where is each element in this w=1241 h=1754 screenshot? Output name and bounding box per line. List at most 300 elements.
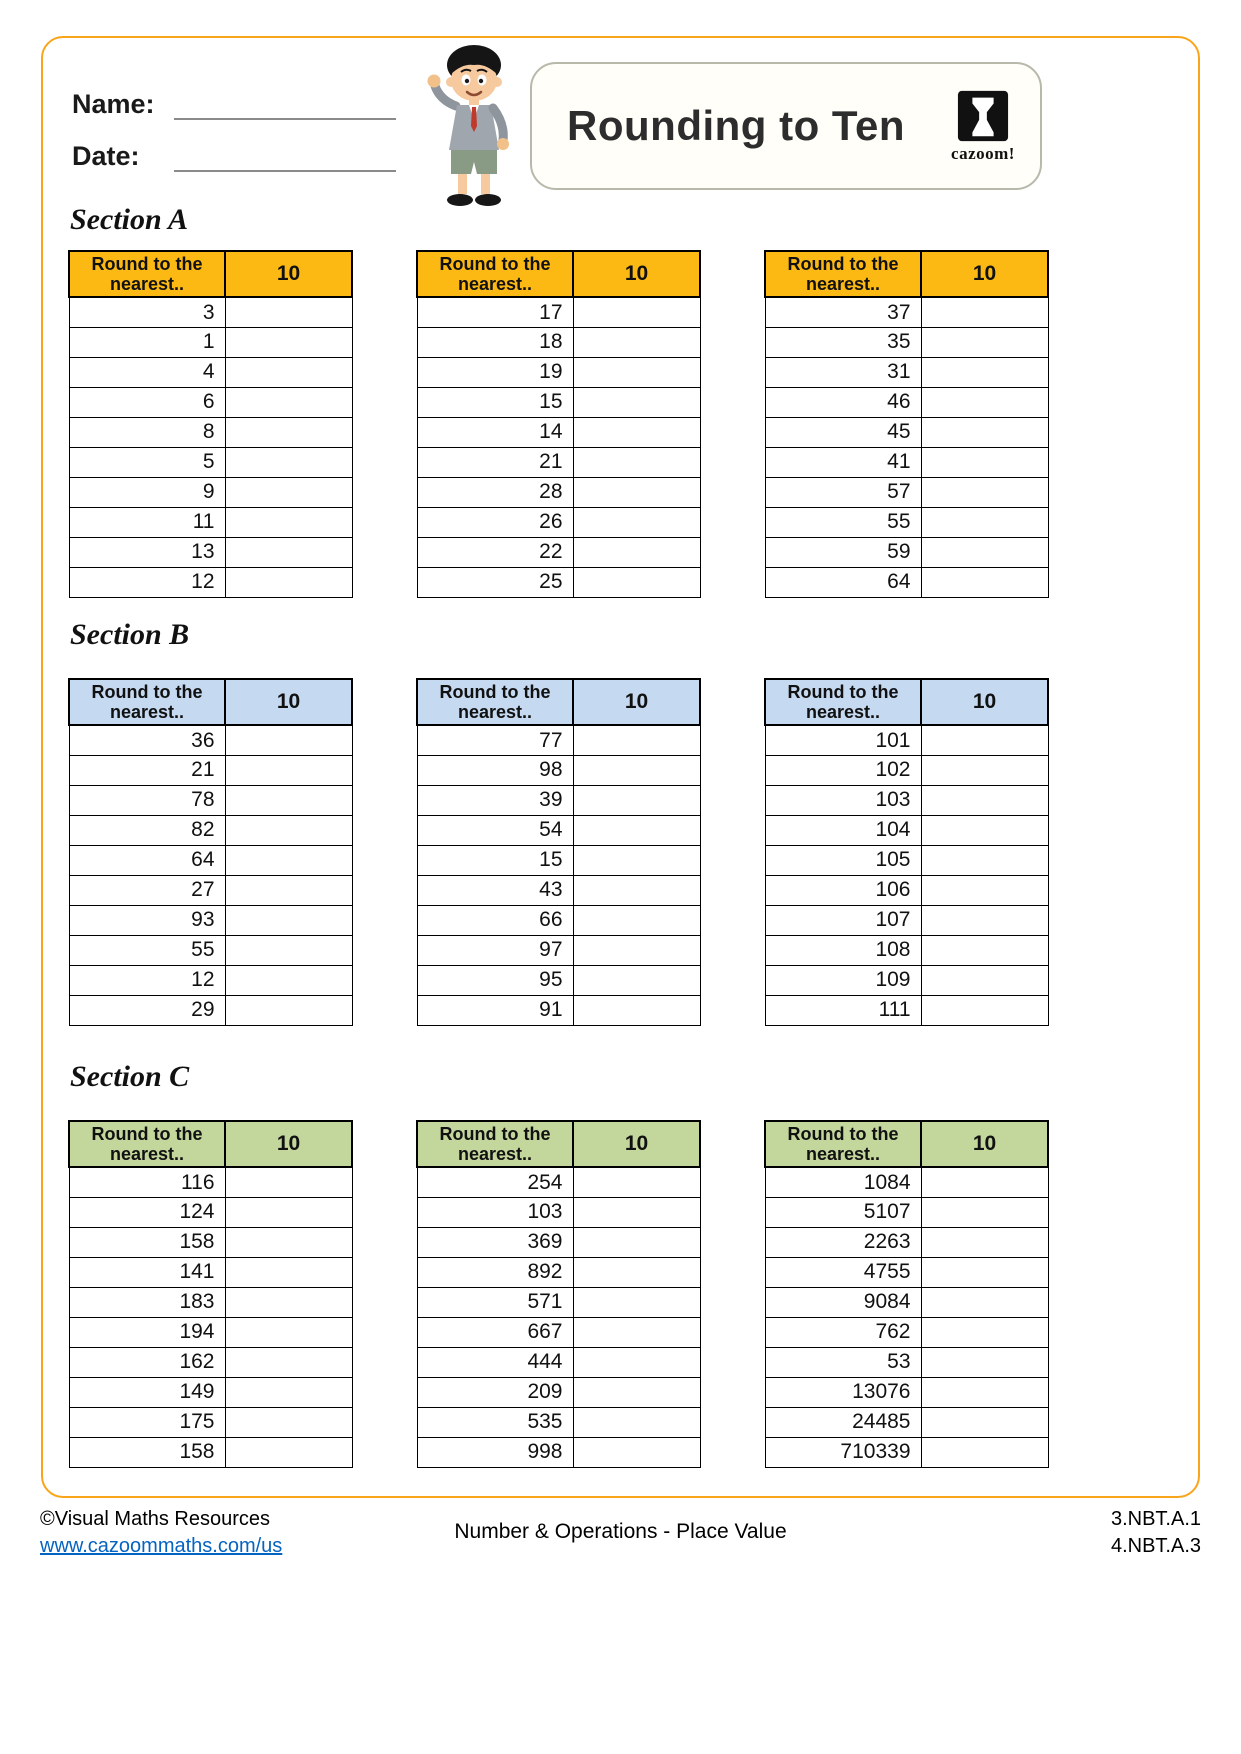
number-cell: 108 <box>765 935 921 965</box>
rounding-table <box>416 678 701 1026</box>
number-cell: 158 <box>69 1227 225 1257</box>
table-row <box>69 1437 352 1467</box>
rounding-table <box>68 1120 353 1468</box>
number-cell: 15 <box>417 845 573 875</box>
number-cell: 444 <box>417 1347 573 1377</box>
answer-cell <box>225 297 352 327</box>
answer-cell <box>921 965 1048 995</box>
answer-cell <box>573 1197 700 1227</box>
answer-cell <box>573 1287 700 1317</box>
table-row <box>69 537 352 567</box>
table-row <box>417 417 700 447</box>
number-cell: 55 <box>69 935 225 965</box>
table-row <box>417 755 700 785</box>
standard-code-2: 4.NBT.A.3 <box>1110 1535 1201 1557</box>
table-row <box>69 845 352 875</box>
table-row <box>765 387 1048 417</box>
table-header-right: 10 <box>921 251 1048 297</box>
number-cell: 82 <box>69 815 225 845</box>
number-cell: 710339 <box>765 1437 921 1467</box>
number-cell: 37 <box>765 297 921 327</box>
number-cell: 12 <box>69 567 225 597</box>
answer-cell <box>573 357 700 387</box>
table-row <box>69 785 352 815</box>
table-row <box>765 905 1048 935</box>
number-cell: 106 <box>765 875 921 905</box>
number-cell: 105 <box>765 845 921 875</box>
answer-cell <box>225 1287 352 1317</box>
table-header-right: 10 <box>921 679 1048 725</box>
answer-cell <box>573 815 700 845</box>
page-title: Rounding to Ten <box>567 102 905 149</box>
answer-cell <box>921 725 1048 755</box>
number-cell: 95 <box>417 965 573 995</box>
number-cell: 209 <box>417 1377 573 1407</box>
rounding-table <box>416 1120 701 1468</box>
number-cell: 41 <box>765 447 921 477</box>
table-header-left: Round to the nearest.. <box>417 1121 573 1167</box>
number-cell: 194 <box>69 1317 225 1347</box>
table-row <box>765 965 1048 995</box>
number-cell: 78 <box>69 785 225 815</box>
answer-cell <box>225 725 352 755</box>
answer-cell <box>225 1197 352 1227</box>
table-row <box>417 1347 700 1377</box>
number-cell: 9 <box>69 477 225 507</box>
number-cell: 103 <box>765 785 921 815</box>
answer-cell <box>921 417 1048 447</box>
footer-left <box>40 1506 282 1560</box>
table-row <box>69 357 352 387</box>
table-row <box>417 875 700 905</box>
table-row <box>417 1317 700 1347</box>
cazoom-logo-icon <box>956 89 1010 143</box>
answer-cell <box>225 507 352 537</box>
rounding-table <box>764 678 1049 1026</box>
answer-cell <box>921 785 1048 815</box>
table-row <box>417 785 700 815</box>
section-a-title: Section A <box>70 203 189 236</box>
number-cell: 59 <box>765 537 921 567</box>
number-cell: 46 <box>765 387 921 417</box>
table-row <box>765 417 1048 447</box>
number-cell: 39 <box>417 785 573 815</box>
number-cell: 9084 <box>765 1287 921 1317</box>
table-row <box>765 567 1048 597</box>
answer-cell <box>573 1437 700 1467</box>
date-write-line <box>174 142 396 172</box>
number-cell: 17 <box>417 297 573 327</box>
table-row <box>765 1407 1048 1437</box>
number-cell: 2263 <box>765 1227 921 1257</box>
table-row <box>765 447 1048 477</box>
number-cell: 14 <box>417 417 573 447</box>
answer-cell <box>225 1257 352 1287</box>
answer-cell <box>921 1407 1048 1437</box>
answer-cell <box>225 537 352 567</box>
table-row <box>69 1257 352 1287</box>
rounding-table <box>416 250 701 598</box>
table-header-right: 10 <box>573 251 700 297</box>
table-header-right: 10 <box>225 679 352 725</box>
table-row <box>69 1377 352 1407</box>
table-row <box>765 875 1048 905</box>
table-row <box>69 1167 352 1197</box>
section-b-title: Section B <box>70 618 190 651</box>
answer-cell <box>573 875 700 905</box>
answer-cell <box>921 845 1048 875</box>
date-field-row <box>72 136 396 172</box>
table-row <box>69 1287 352 1317</box>
number-cell: 97 <box>417 935 573 965</box>
number-cell: 13 <box>69 537 225 567</box>
answer-cell <box>921 1197 1048 1227</box>
table-row <box>69 387 352 417</box>
answer-cell <box>573 1257 700 1287</box>
number-cell: 998 <box>417 1437 573 1467</box>
number-cell: 4 <box>69 357 225 387</box>
answer-cell <box>921 447 1048 477</box>
answer-cell <box>225 417 352 447</box>
answer-cell <box>573 1317 700 1347</box>
number-cell: 116 <box>69 1167 225 1197</box>
number-cell: 55 <box>765 507 921 537</box>
answer-cell <box>921 507 1048 537</box>
answer-cell <box>921 387 1048 417</box>
table-row <box>765 935 1048 965</box>
number-cell: 109 <box>765 965 921 995</box>
table-row <box>69 417 352 447</box>
table-row <box>69 905 352 935</box>
number-cell: 254 <box>417 1167 573 1197</box>
answer-cell <box>225 1377 352 1407</box>
answer-cell <box>573 1407 700 1437</box>
answer-cell <box>225 567 352 597</box>
table-row <box>417 1287 700 1317</box>
table-row <box>765 785 1048 815</box>
number-cell: 8 <box>69 417 225 447</box>
footer <box>0 1506 1241 1566</box>
table-header-right: 10 <box>225 251 352 297</box>
table-row <box>765 1287 1048 1317</box>
table-row <box>765 1227 1048 1257</box>
number-cell: 29 <box>69 995 225 1025</box>
number-cell: 149 <box>69 1377 225 1407</box>
answer-cell <box>225 965 352 995</box>
title-box <box>530 62 1042 190</box>
answer-cell <box>573 1167 700 1197</box>
answer-cell <box>573 1227 700 1257</box>
name-field-row <box>72 84 396 120</box>
answer-cell <box>921 327 1048 357</box>
table-row <box>69 815 352 845</box>
table-row <box>765 995 1048 1025</box>
table-row <box>69 755 352 785</box>
number-cell: 57 <box>765 477 921 507</box>
number-cell: 18 <box>417 327 573 357</box>
table-row <box>417 297 700 327</box>
number-cell: 103 <box>417 1197 573 1227</box>
table-row <box>69 1347 352 1377</box>
table-row <box>69 327 352 357</box>
footer-topic-text: Number & Operations - Place Value <box>454 1520 787 1543</box>
answer-cell <box>921 357 1048 387</box>
number-cell: 102 <box>765 755 921 785</box>
table-row <box>765 1377 1048 1407</box>
table-row <box>417 1167 700 1197</box>
number-cell: 104 <box>765 815 921 845</box>
table-header-left: Round to the nearest.. <box>765 251 921 297</box>
number-cell: 24485 <box>765 1407 921 1437</box>
answer-cell <box>573 567 700 597</box>
answer-cell <box>573 507 700 537</box>
answer-cell <box>573 905 700 935</box>
table-row <box>417 507 700 537</box>
number-cell: 1 <box>69 327 225 357</box>
number-cell: 43 <box>417 875 573 905</box>
answer-cell <box>573 477 700 507</box>
answer-cell <box>921 815 1048 845</box>
number-cell: 54 <box>417 815 573 845</box>
table-header-left: Round to the nearest.. <box>417 251 573 297</box>
number-cell: 667 <box>417 1317 573 1347</box>
section-b-tables <box>68 678 1049 1026</box>
table-row <box>765 1167 1048 1197</box>
number-cell: 35 <box>765 327 921 357</box>
number-cell: 25 <box>417 567 573 597</box>
number-cell: 535 <box>417 1407 573 1437</box>
number-cell: 98 <box>417 755 573 785</box>
standard-code-1: 3.NBT.A.1 <box>1110 1508 1201 1530</box>
number-cell: 28 <box>417 477 573 507</box>
answer-cell <box>225 785 352 815</box>
number-cell: 36 <box>69 725 225 755</box>
answer-cell <box>921 1257 1048 1287</box>
table-row <box>417 357 700 387</box>
answer-cell <box>225 995 352 1025</box>
number-cell: 124 <box>69 1197 225 1227</box>
table-row <box>765 297 1048 327</box>
number-cell: 4755 <box>765 1257 921 1287</box>
table-row <box>417 1227 700 1257</box>
number-cell: 1084 <box>765 1167 921 1197</box>
table-header-right: 10 <box>573 1121 700 1167</box>
table-row <box>417 1257 700 1287</box>
answer-cell <box>225 755 352 785</box>
number-cell: 141 <box>69 1257 225 1287</box>
number-cell: 77 <box>417 725 573 755</box>
table-row <box>417 567 700 597</box>
table-row <box>417 965 700 995</box>
table-header-left: Round to the nearest.. <box>765 679 921 725</box>
table-row <box>765 537 1048 567</box>
answer-cell <box>921 755 1048 785</box>
answer-cell <box>921 875 1048 905</box>
table-row <box>69 965 352 995</box>
table-row <box>417 905 700 935</box>
table-header-left: Round to the nearest.. <box>69 1121 225 1167</box>
table-row <box>765 507 1048 537</box>
table-row <box>417 387 700 417</box>
rounding-table <box>68 250 353 598</box>
number-cell: 12 <box>69 965 225 995</box>
number-cell: 369 <box>417 1227 573 1257</box>
table-row <box>69 725 352 755</box>
table-row <box>765 755 1048 785</box>
answer-cell <box>225 387 352 417</box>
section-c-tables <box>68 1120 1049 1468</box>
table-row <box>417 1197 700 1227</box>
table-row <box>417 995 700 1025</box>
table-row <box>417 935 700 965</box>
answer-cell <box>921 1437 1048 1467</box>
answer-cell <box>573 417 700 447</box>
table-row <box>765 1437 1048 1467</box>
number-cell: 22 <box>417 537 573 567</box>
table-row <box>765 815 1048 845</box>
section-a-tables <box>68 250 1049 598</box>
answer-cell <box>225 1227 352 1257</box>
answer-cell <box>921 935 1048 965</box>
answer-cell <box>573 725 700 755</box>
boy-illustration <box>424 42 522 215</box>
table-row <box>765 1257 1048 1287</box>
answer-cell <box>573 297 700 327</box>
answer-cell <box>225 875 352 905</box>
number-cell: 27 <box>69 875 225 905</box>
number-cell: 158 <box>69 1437 225 1467</box>
number-cell: 93 <box>69 905 225 935</box>
answer-cell <box>225 1167 352 1197</box>
table-header-left: Round to the nearest.. <box>417 679 573 725</box>
number-cell: 45 <box>765 417 921 447</box>
header-fields <box>72 84 396 188</box>
table-header-left: Round to the nearest.. <box>765 1121 921 1167</box>
table-header-right: 10 <box>573 679 700 725</box>
table-row <box>417 1437 700 1467</box>
answer-cell <box>225 1407 352 1437</box>
footer-standards <box>1111 1506 1201 1560</box>
answer-cell <box>921 1317 1048 1347</box>
table-row <box>765 1317 1048 1347</box>
table-row <box>69 477 352 507</box>
table-row <box>417 537 700 567</box>
table-row <box>69 1317 352 1347</box>
table-row <box>417 447 700 477</box>
answer-cell <box>921 537 1048 567</box>
answer-cell <box>225 327 352 357</box>
table-row <box>69 995 352 1025</box>
answer-cell <box>225 845 352 875</box>
table-row <box>69 1407 352 1437</box>
answer-cell <box>225 1317 352 1347</box>
rounding-table <box>68 678 353 1026</box>
answer-cell <box>921 1347 1048 1377</box>
answer-cell <box>225 1437 352 1467</box>
table-row <box>69 507 352 537</box>
number-cell: 13076 <box>765 1377 921 1407</box>
table-row <box>765 477 1048 507</box>
number-cell: 21 <box>69 755 225 785</box>
answer-cell <box>573 995 700 1025</box>
number-cell: 31 <box>765 357 921 387</box>
answer-cell <box>573 755 700 785</box>
number-cell: 571 <box>417 1287 573 1317</box>
number-cell: 64 <box>765 567 921 597</box>
number-cell: 91 <box>417 995 573 1025</box>
number-cell: 66 <box>417 905 573 935</box>
table-row <box>417 845 700 875</box>
answer-cell <box>573 327 700 357</box>
number-cell: 19 <box>417 357 573 387</box>
number-cell: 53 <box>765 1347 921 1377</box>
answer-cell <box>225 1347 352 1377</box>
number-cell: 162 <box>69 1347 225 1377</box>
answer-cell <box>921 567 1048 597</box>
answer-cell <box>921 477 1048 507</box>
answer-cell <box>921 905 1048 935</box>
answer-cell <box>573 965 700 995</box>
table-row <box>765 725 1048 755</box>
answer-cell <box>921 1377 1048 1407</box>
cazoom-website-link[interactable]: www.cazoommaths.com/us <box>40 1535 283 1557</box>
answer-cell <box>921 995 1048 1025</box>
number-cell: 15 <box>417 387 573 417</box>
answer-cell <box>573 1377 700 1407</box>
table-row <box>765 327 1048 357</box>
answer-cell <box>921 297 1048 327</box>
number-cell: 6 <box>69 387 225 417</box>
table-row <box>417 1407 700 1437</box>
number-cell: 762 <box>765 1317 921 1347</box>
answer-cell <box>573 387 700 417</box>
table-row <box>765 357 1048 387</box>
number-cell: 11 <box>69 507 225 537</box>
table-row <box>69 935 352 965</box>
table-row <box>69 297 352 327</box>
name-write-line <box>174 90 396 120</box>
copyright-text: ©Visual Maths Resources <box>40 1508 271 1530</box>
answer-cell <box>225 905 352 935</box>
answer-cell <box>225 815 352 845</box>
number-cell: 183 <box>69 1287 225 1317</box>
number-cell: 26 <box>417 507 573 537</box>
number-cell: 5 <box>69 447 225 477</box>
cazoom-logo <box>940 89 1026 164</box>
table-row <box>765 1197 1048 1227</box>
name-label: Name: <box>72 89 155 119</box>
table-header-left: Round to the nearest.. <box>69 251 225 297</box>
table-row <box>417 1377 700 1407</box>
answer-cell <box>921 1167 1048 1197</box>
table-row <box>417 815 700 845</box>
table-header-right: 10 <box>921 1121 1048 1167</box>
rounding-table <box>764 250 1049 598</box>
section-c-title: Section C <box>70 1060 190 1093</box>
number-cell: 64 <box>69 845 225 875</box>
table-header-right: 10 <box>225 1121 352 1167</box>
number-cell: 111 <box>765 995 921 1025</box>
boy-cartoon-icon <box>424 42 522 210</box>
answer-cell <box>921 1227 1048 1257</box>
answer-cell <box>573 447 700 477</box>
table-row <box>417 327 700 357</box>
answer-cell <box>225 447 352 477</box>
answer-cell <box>225 357 352 387</box>
answer-cell <box>573 785 700 815</box>
table-row <box>69 1197 352 1227</box>
number-cell: 101 <box>765 725 921 755</box>
